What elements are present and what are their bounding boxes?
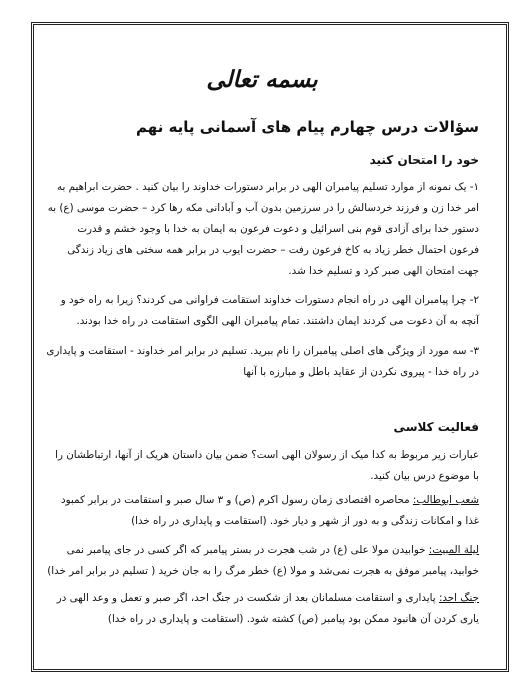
activity-item-term: جنگ احد: — [438, 592, 479, 604]
activity-item — [46, 588, 479, 630]
activity-item-text — [46, 588, 479, 630]
activity-intro-text: عبارات زیر مربوط به کدا میک از رسولان الهی است؟ ضمن بیان داستان هریک از آنها، ارتباطشان را با موضوع درس بیان کنید. — [55, 449, 479, 482]
section-heading-self-test: خود را امتحان کنید — [369, 153, 479, 167]
basmala-heading: بسمه تعالی — [206, 66, 318, 93]
question-3 — [46, 341, 479, 383]
page-title: سؤالات درس چهارم پیام های آسمانی پایه نهم — [136, 118, 479, 136]
question-2-text: ۲- چرا پیامبران الهی در راه انجام دستورات خداوند استقامت فراوانی می کردند؟ زیرا به راه خود و آنچه به آن دعوت می کردند ایمان داشتند. تمام پیامبران الهی الگوی استقامت در راه خدا بودند. — [60, 294, 479, 327]
activity-item-term: شعب ابوطالب: — [412, 494, 479, 506]
activity-item-text — [46, 490, 479, 532]
question-1-text: ۱- یک نمونه از موارد تسلیم پیامبران الهی در برابر دستورات خداوند را بیان کنید . حضرت ابراهیم به امر خدا زن و فرزند خردسالش را در سرزمین بدون آب و آبادانی مکه رها کرد – حضرت موسی (ع) به دستور خدا برای آزادی قوم بنی اسرائیل و دعوت فرعون به ایمان به خدا با وجود خشم و قدرت فرعون احتمال خطر زیاد به کاخ فرعون رفت – حضرت ایوب در برابر همه سختی های زیاد زندگی جهت امتحان الهی صبر کرد و تسلیم خدا شد. — [47, 181, 479, 277]
activity-item — [46, 490, 479, 532]
activity-item-body: خوابیدن مولا علی (ع) در شب هجرت در بستر پیامبر که اگر کسی در جای پیامبر نمی خوابید، پیامبر موفق به هجرت نمی‌شد و مولا (ع) خطر مرگ را به جان خرید ( تسلیم در برابر امر خدا) — [47, 544, 479, 577]
activity-item-body: پایداری و استقامت مسلمانان بعد از شکست در جنگ احد، اگر صبر و تعمل و وعد الهی در یاری کردن آن هانبود ممکن بود پیامبر (ص) کشته شود. (استقامت و پایداری در راه خدا) — [56, 592, 479, 625]
activity-intro — [46, 445, 479, 487]
class-activity-section — [46, 420, 479, 434]
question-1 — [46, 177, 479, 282]
section-heading-class-activity: فعالیت کلاسی — [393, 420, 479, 434]
activity-item-body: محاصره اقتصادی زمان رسول اکرم (ص) و ۳ سال صبر و استقامت در برابر کمبود غذا و امکانات زندگی و به دور از شهر و دیار خود. (استقامت و پایداری در راه خدا) — [60, 494, 479, 527]
question-2 — [46, 290, 479, 332]
activity-item-text — [46, 540, 479, 582]
activity-item — [46, 540, 479, 582]
activity-item-term: لیلة المبیت: — [428, 544, 479, 556]
self-test-section — [46, 153, 479, 167]
question-3-text: ۳- سه مورد از ویژگی های اصلی پیامبران را نام ببرید. تسلیم در برابر امر خداوند - استقامت و پایداری در راه خدا - پیروی نکردن از عقاید باطل و مبارزه با آنها — [46, 345, 479, 378]
